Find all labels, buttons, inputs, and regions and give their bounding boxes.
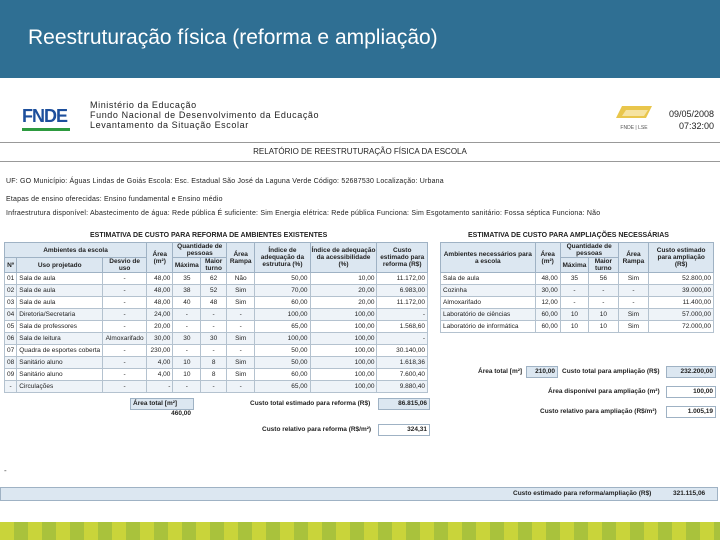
expansion-cell-max: 35 (560, 273, 588, 285)
reform-cell-name: Sala de aula (17, 285, 103, 297)
reform-cell-dev: - (103, 273, 147, 285)
reform-cell-area: 230,00 (147, 345, 173, 357)
reform-header-ramp: Área Rampa (227, 243, 255, 273)
reform-table (4, 242, 428, 393)
reform-cell-max: 10 (173, 357, 201, 369)
note-dash: - (4, 466, 7, 475)
reform-cell-no: 06 (5, 333, 17, 345)
expansion-cell-ramp: - (618, 285, 649, 297)
reform-cell-no: 01 (5, 273, 17, 285)
reform-total-cost-value: 86.815,06 (378, 398, 430, 410)
reform-cell-cost: 1.568,60 (377, 321, 428, 333)
reform-cell-ramp: - (227, 321, 255, 333)
reform-cell-shift: 8 (201, 369, 227, 381)
reform-cell-name: Diretoria/Secretaria (17, 309, 103, 321)
reform-header-project: Uso projetado (17, 258, 103, 273)
expansion-cell-cost: 72.000,00 (649, 321, 714, 333)
report-datetime (666, 108, 714, 132)
expansion-cell-name: Laboratório de informática (441, 321, 536, 333)
reform-cell-no: - (5, 381, 17, 393)
reform-total-cost-label: Custo total estimado para reforma (R$) (250, 400, 371, 407)
reform-cell-max: 38 (173, 285, 201, 297)
reform-cell-access: 20,00 (310, 297, 377, 309)
reform-cell-name: Sanitário aluno (17, 357, 103, 369)
reform-cell-struct: 65,00 (255, 381, 310, 393)
reform-cell-access: 100,00 (310, 357, 377, 369)
reform-cell-area: 4,00 (147, 369, 173, 381)
reform-cell-name: Sala de professores (17, 321, 103, 333)
reform-cell-no: 04 (5, 309, 17, 321)
reform-table-row (5, 297, 428, 309)
expansion-relative-cost-value: 1.005,19 (666, 406, 716, 418)
school-location-info: UF: GO Município: Águas Lindas de Goiás Escola: Esc. Estadual São José da Laguna Verde Código: 52687530 Localização: Urbana (6, 178, 444, 185)
reform-table-body (5, 273, 428, 393)
report-date: 09/05/2008 (668, 109, 714, 119)
reform-cell-dev: - (103, 357, 147, 369)
expansion-cell-shift: 10 (589, 321, 618, 333)
expansion-cell-max: 10 (560, 321, 588, 333)
reform-table-row (5, 345, 428, 357)
expansion-cell-name: Sala de aula (441, 273, 536, 285)
expansion-header-area: Área (m²) (535, 243, 560, 273)
reform-cell-area: - (147, 381, 173, 393)
expansion-relative-cost-label: Custo relativo para ampliação (R$/m²) (540, 408, 657, 415)
expansion-available-area-label: Área disponível para ampliação (m²) (548, 388, 660, 395)
slide-title: Reestruturação física (reforma e ampliação) (28, 26, 438, 49)
expansion-cell-ramp: - (618, 297, 649, 309)
school-infra-info: Infraestrutura disponível: Abastecimento de água: Rede pública É suficiente: Sim Energia elétrica: Rede pública Funciona: Sim Esgotamento sanitário: Fossa séptica Funciona: Não (6, 210, 601, 217)
expansion-cell-max: - (560, 285, 588, 297)
reform-cell-struct: 100,00 (255, 309, 310, 321)
reform-cell-cost: 11.172,00 (377, 273, 428, 285)
reform-cell-shift: 52 (201, 285, 227, 297)
expansion-cell-cost: 57.000,00 (649, 309, 714, 321)
reform-cell-shift: - (201, 381, 227, 393)
reform-cell-ramp: Sim (227, 357, 255, 369)
expansion-caption: ESTIMATIVA DE CUSTO PARA AMPLIAÇÕES NECESSÁRIAS (468, 232, 669, 239)
reform-cell-dev: - (103, 321, 147, 333)
fnde-logo (22, 106, 67, 127)
reform-table-row (5, 381, 428, 393)
expansion-cell-area: 60,00 (535, 321, 560, 333)
reform-header-shift: Maior turno (201, 258, 227, 273)
reform-cell-area: 4,00 (147, 357, 173, 369)
reform-header-group: Ambientes da escola (5, 243, 147, 258)
reform-cell-struct: 65,00 (255, 321, 310, 333)
reform-cell-area: 24,00 (147, 309, 173, 321)
reform-cell-cost: 9.880,40 (377, 381, 428, 393)
reform-cell-dev: - (103, 369, 147, 381)
reform-cell-dev: - (103, 345, 147, 357)
ministry-line: Levantamento da Situação Escolar (90, 120, 249, 130)
reform-cell-shift: 8 (201, 357, 227, 369)
expansion-header-env: Ambientes necessários para a escola (441, 243, 536, 273)
reform-cell-max: - (173, 321, 201, 333)
expansion-cell-shift: 56 (589, 273, 618, 285)
reform-cell-no: 08 (5, 357, 17, 369)
reform-cell-access: 100,00 (310, 345, 377, 357)
expansion-cell-cost: 39.000,00 (649, 285, 714, 297)
ministry-line: Fundo Nacional de Desenvolvimento da Educação (90, 110, 320, 120)
reform-cell-no: 05 (5, 321, 17, 333)
reform-table-row (5, 357, 428, 369)
reform-cell-cost: - (377, 309, 428, 321)
reform-header-no: Nº (5, 258, 17, 273)
reform-cell-name: Quadra de esportes coberta (17, 345, 103, 357)
expansion-table-row (441, 297, 714, 309)
reform-cell-struct: 100,00 (255, 333, 310, 345)
reform-cell-ramp: Sim (227, 369, 255, 381)
reform-cell-cost: 11.172,00 (377, 297, 428, 309)
reform-cell-no: 09 (5, 369, 17, 381)
expansion-table-row (441, 321, 714, 333)
reform-header-max: Máxima (173, 258, 201, 273)
reform-table-row (5, 369, 428, 381)
reform-cell-shift: 48 (201, 297, 227, 309)
reform-table-row (5, 273, 428, 285)
reform-header-access: Índice de adequação da acessibilidade (%) (310, 243, 377, 273)
reform-relative-cost-value: 324,31 (378, 424, 430, 436)
reform-header-area: Área (m²) (147, 243, 173, 273)
reform-cell-ramp: Não (227, 273, 255, 285)
reform-cell-struct: 70,00 (255, 285, 310, 297)
reform-total-area-value: 460,00 (171, 410, 191, 417)
reform-cell-max: 10 (173, 369, 201, 381)
expansion-table-body (441, 273, 714, 333)
reform-cell-ramp: - (227, 309, 255, 321)
expansion-cell-name: Cozinha (441, 285, 536, 297)
expansion-cell-shift: - (589, 285, 618, 297)
report-time: 07:32:00 (678, 121, 714, 131)
reform-cell-dev: Almoxarifado (103, 333, 147, 345)
reform-cell-ramp: Sim (227, 297, 255, 309)
reform-relative-cost-label: Custo relativo para reforma (R$/m²) (262, 426, 372, 433)
expansion-cell-area: 30,00 (535, 285, 560, 297)
reform-cell-cost: 7.600,40 (377, 369, 428, 381)
expansion-header-shift: Maior turno (589, 258, 618, 273)
ministry-block (90, 100, 319, 130)
expansion-cell-ramp: Sim (618, 309, 649, 321)
footer-decorative-strip (0, 522, 720, 540)
reform-cell-struct: 50,00 (255, 345, 310, 357)
reform-cell-dev: - (103, 297, 147, 309)
reform-table-row (5, 333, 428, 345)
expansion-cell-cost: 52.800,00 (649, 273, 714, 285)
expansion-total-area-label: Área total [m²] (478, 368, 523, 375)
reform-cell-cost: 6.983,00 (377, 285, 428, 297)
reform-caption: ESTIMATIVA DE CUSTO PARA REFORMA DE AMBIENTES EXISTENTES (90, 232, 328, 239)
report-document (0, 96, 720, 516)
reform-cell-access: 20,00 (310, 285, 377, 297)
reform-cell-access: 100,00 (310, 321, 377, 333)
reform-cell-name: Circulações (17, 381, 103, 393)
reform-cell-max: - (173, 345, 201, 357)
expansion-cell-shift: 10 (589, 309, 618, 321)
reform-cell-access: 10,00 (310, 273, 377, 285)
reform-cell-max: - (173, 309, 201, 321)
reform-cell-ramp: - (227, 345, 255, 357)
reform-cell-access: 100,00 (310, 333, 377, 345)
expansion-cell-max: 10 (560, 309, 588, 321)
reform-cell-cost: 1.618,36 (377, 357, 428, 369)
lse-logo-shape-inner (622, 110, 648, 116)
expansion-header-people: Quantidade de pessoas (560, 243, 618, 258)
reform-cell-area: 48,00 (147, 297, 173, 309)
reform-cell-area: 48,00 (147, 285, 173, 297)
reform-total-area-label: Área total [m²] (133, 400, 178, 407)
reform-cell-area: 48,00 (147, 273, 173, 285)
expansion-table-row (441, 309, 714, 321)
expansion-available-area-value: 100,00 (666, 386, 716, 398)
expansion-cell-ramp: Sim (618, 321, 649, 333)
reform-cell-cost: - (377, 333, 428, 345)
expansion-cell-shift: - (589, 297, 618, 309)
reform-header-deviation: Desvio de uso (103, 258, 147, 273)
expansion-total-cost-value: 232.200,00 (666, 366, 716, 378)
reform-cell-struct: 60,00 (255, 297, 310, 309)
report-title: RELATÓRIO DE REESTRUTURAÇÃO FÍSICA DA ESCOLA (0, 142, 720, 162)
reform-cell-struct: 50,00 (255, 273, 310, 285)
slide-title-banner (0, 0, 720, 78)
expansion-total-cost-label: Custo total para ampliação (R$) (562, 368, 660, 375)
reform-cell-no: 07 (5, 345, 17, 357)
expansion-header-max: Máxima (560, 258, 588, 273)
final-total-value: 321.115,06 (673, 490, 706, 497)
reform-cell-max: 35 (173, 273, 201, 285)
reform-table-row (5, 285, 428, 297)
expansion-header-ramp: Área Rampa (618, 243, 649, 273)
reform-cell-ramp: Sim (227, 333, 255, 345)
reform-cell-access: 100,00 (310, 369, 377, 381)
reform-cell-dev: - (103, 285, 147, 297)
reform-cell-ramp: - (227, 381, 255, 393)
reform-cell-struct: 60,00 (255, 369, 310, 381)
expansion-cell-area: 12,00 (535, 297, 560, 309)
fnde-logo-bar (22, 128, 70, 131)
reform-header-structure: Índice de adequação da estrutura (%) (255, 243, 310, 273)
reform-table-row (5, 309, 428, 321)
reform-cell-name: Sala de leitura (17, 333, 103, 345)
reform-cell-no: 03 (5, 297, 17, 309)
reform-cell-dev: - (103, 381, 147, 393)
final-total-label: Custo estimado para reforma/ampliação (R$) (513, 490, 652, 497)
reform-cell-name: Sala de aula (17, 273, 103, 285)
expansion-cell-area: 60,00 (535, 309, 560, 321)
reform-cell-struct: 50,00 (255, 357, 310, 369)
reform-cell-shift: 30 (201, 333, 227, 345)
reform-header-people: Quantidade de pessoas (173, 243, 227, 258)
reform-cell-ramp: Sim (227, 285, 255, 297)
expansion-cell-cost: 11.400,00 (649, 297, 714, 309)
ministry-line: Ministério da Educação (90, 100, 197, 110)
final-total-bar (0, 487, 718, 501)
reform-cell-area: 30,00 (147, 333, 173, 345)
expansion-total-area-value: 210,00 (526, 366, 558, 378)
reform-cell-shift: 62 (201, 273, 227, 285)
reform-cell-shift: - (201, 321, 227, 333)
reform-cell-dev: - (103, 309, 147, 321)
reform-cell-name: Sanitário aluno (17, 369, 103, 381)
reform-cell-max: 40 (173, 297, 201, 309)
reform-cell-access: 100,00 (310, 309, 377, 321)
expansion-cell-ramp: Sim (618, 273, 649, 285)
expansion-table (440, 242, 714, 333)
lse-system-logo (612, 104, 656, 132)
fnde-logo-text: FNDE (22, 106, 67, 126)
expansion-table-row (441, 273, 714, 285)
expansion-cell-area: 48,00 (535, 273, 560, 285)
expansion-table-row (441, 285, 714, 297)
reform-total-area-box (130, 398, 194, 417)
reform-cell-access: 100,00 (310, 381, 377, 393)
expansion-cell-name: Laboratório de ciências (441, 309, 536, 321)
reform-cell-cost: 30.140,00 (377, 345, 428, 357)
expansion-cell-name: Almoxarifado (441, 297, 536, 309)
reform-cell-shift: - (201, 309, 227, 321)
expansion-header-cost: Custo estimado para ampliação (R$) (649, 243, 714, 273)
expansion-cell-max: - (560, 297, 588, 309)
reform-cell-name: Sala de aula (17, 297, 103, 309)
reform-table-row (5, 321, 428, 333)
reform-header-cost: Custo estimado para reforma (R$) (377, 243, 428, 273)
lse-logo-text: FNDE | LSE (620, 125, 648, 131)
reform-cell-max: - (173, 381, 201, 393)
reform-cell-max: 30 (173, 333, 201, 345)
reform-cell-no: 02 (5, 285, 17, 297)
school-stages-info: Etapas de ensino oferecidas: Ensino fundamental e Ensino médio (6, 196, 223, 203)
reform-cell-area: 20,00 (147, 321, 173, 333)
reform-cell-shift: - (201, 345, 227, 357)
